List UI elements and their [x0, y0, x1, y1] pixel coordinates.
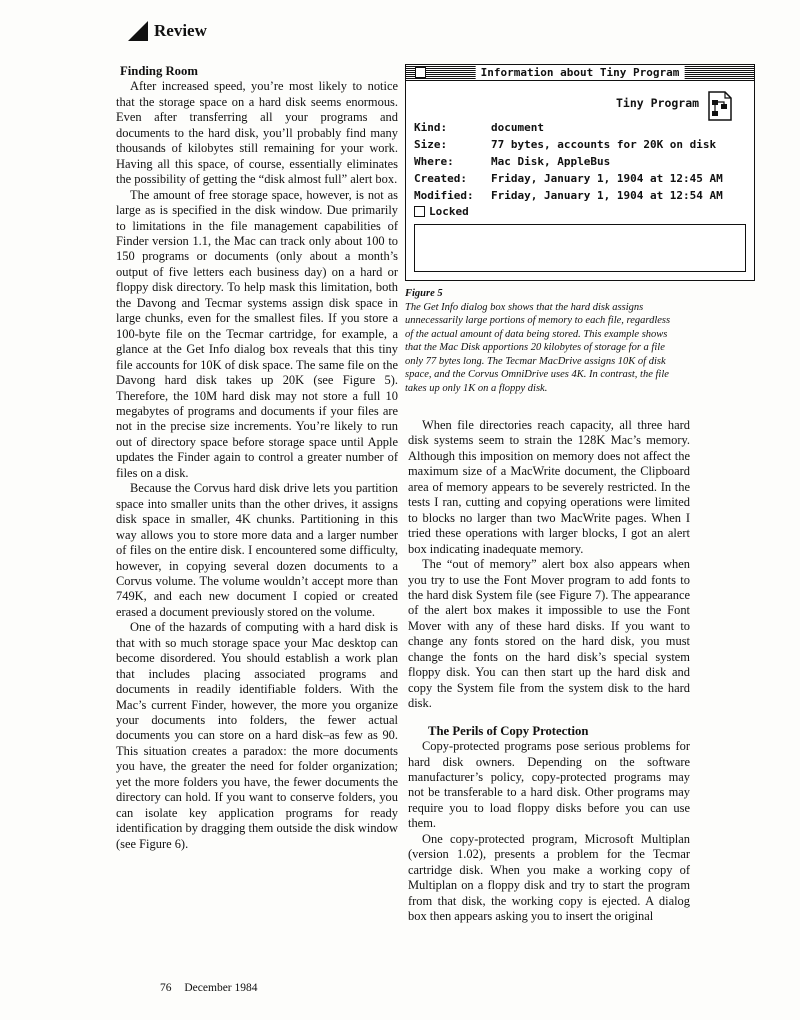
- paragraph: One of the hazards of computing with a hard disk is that with so much storage space your Mac desktop can become disordered. You should establish a work plan that includes placing associated programs and documents in readily identifiable folders. With the Mac’s current Finder, however, the more you organize your documents into folders, the fewer actual documents you can store on a hard disk–as few as 90. This situation creates a paradox: the more documents you have, the greater the need for folder organization; yet the more folders you have, the fewer documents the directory can hold. If you want to conserve folders, you can isolate key application programs for ready identification by dragging them outside the disk window (see Figure 6).: [116, 620, 398, 851]
- locked-row[interactable]: [414, 205, 469, 218]
- caption-text: The Get Info dialog box shows that the hard disk assigns unnecessarily large portions of memory to each file, regardless of the actual amount of data being stored. This example shows that the Mac Disk apportions 20 kilobytes of storage for a file only 77 bytes long. The Tecmar MacDrive assigns 10K of disk space, and the Corvus OmniDrive uses 4K. In contrast, the file takes up only 1K on a floppy disk.: [405, 301, 671, 394]
- paragraph: When file directories reach capacity, all three hard disk systems seem to strain the 128K Mac’s memory. Although this imposition on memory does not affect the maximum size of a MacWrite document, the Clipboard area of memory appears to be severely restricted. In the tests I ran, cutting and copying operations were limited to blocks no larger than two MacWrite pages. When I tried these operations with larger blocks, I got an alert box indicating inadequate memory.: [408, 418, 690, 556]
- info-fields: [414, 119, 723, 204]
- field-value: document: [491, 121, 544, 134]
- issue-date: December 1984: [184, 982, 258, 994]
- document-icon: [708, 91, 732, 121]
- field-label: Created:: [414, 172, 467, 185]
- info-row-where: [414, 153, 723, 170]
- locked-checkbox[interactable]: [414, 206, 425, 217]
- locked-label: Locked: [429, 205, 469, 218]
- paragraph: After increased speed, you’re most likely to notice that the storage space on a hard disk seems enormous. Even after transferring all your programs and documents to the hard disk, you’ll probably find many thousands of kilobytes still remaining for your work. Having all this space, of course, essentially eliminates the possibility of getting the “disk almost full” alert box.: [116, 79, 398, 187]
- field-value: Mac Disk, AppleBus: [491, 155, 611, 168]
- paragraph: The “out of memory” alert box also appears when you try to use the Font Mover program to add fonts to the hard disk System file (see Figure 7). The appearance of the alert box makes it impossible to use the Font Mover with any of these hard disks. If you want to change any fonts stored on the hard disk, you must change the fonts on the hard disk’s special system floppy disk. You can then start up the hard disk and copy the System file from the system disk to the hard disk.: [408, 557, 690, 711]
- page-number: 76: [160, 982, 172, 994]
- field-value: Friday, January 1, 1904 at 12:45 AM: [491, 172, 723, 185]
- copy-protection-heading: The Perils of Copy Protection: [428, 723, 589, 738]
- section-header: [128, 20, 207, 42]
- field-label: Where:: [414, 155, 454, 168]
- get-info-dialog: [405, 64, 755, 281]
- comments-field[interactable]: [414, 224, 746, 272]
- dialog-titlebar[interactable]: [406, 65, 754, 81]
- left-column: [116, 64, 398, 852]
- page-footer: [160, 982, 268, 994]
- paragraph: Because the Corvus hard disk drive lets you partition space into smaller units than the other drives, it assigns disk space in smaller, 4K chunks. Partitioning in this way allows you to store more data and a larger number of files on the entire disk. I encountered some difficulty, however, in copying several dozen documents to a Corvus volume. The volume wouldn’t accept more than 749K, and each new document I copied or created erased a document previously stored on the volume.: [116, 481, 398, 619]
- program-name: Tiny Program: [616, 96, 700, 110]
- paragraph: Copy-protected programs pose serious problems for hard disk owners. Depending on the software manufacturer’s policy, copy-protected programs may not be transferable to a hard disk. Other programs may require you to load floppy disks before you can use them.: [408, 739, 690, 831]
- field-value: Friday, January 1, 1904 at 12:54 AM: [491, 189, 723, 202]
- field-label: Kind:: [414, 121, 448, 134]
- figure-label: Figure 5: [405, 288, 443, 299]
- section-title: Review: [154, 21, 207, 40]
- triangle-icon: [128, 21, 148, 41]
- info-row-modified: [414, 187, 723, 204]
- dialog-title: Information about Tiny Program: [476, 65, 685, 80]
- info-row-created: [414, 170, 723, 187]
- right-column: [408, 418, 690, 925]
- field-label: Modified:: [414, 189, 474, 202]
- info-row-kind: [414, 119, 723, 136]
- info-row-size: [414, 136, 723, 153]
- field-value: 77 bytes, accounts for 20K on disk: [491, 138, 717, 151]
- paragraph: The amount of free storage space, however, is not as large as is specified in the disk window. Due primarily to limitations in the file management capabilities of Finder version 1.1, the Mac can track only about 100 to 150 programs or documents (only about a month’s output of five letters each business day) on a hard or floppy disk directory. To help mask this limitation, both the Davong and Tecmar systems assign disk space in large chunks, even for the smallest files. If you store a 100-byte file on the Tecmar cartridge, for example, a glance at the Get Info dialog box reveals that this tiny file accounts for 10K of disk space. The same file on the Davong hard disk takes up 20K (see Figure 5). Therefore, the 10M hard disk may not store a full 10 megabytes of programs and documents if your files are not in the precise size increments. You’re likely to run out of directory space before storage space until Apple updates the Finder again to control a greater number of files on a disk.: [116, 187, 398, 480]
- close-box-icon[interactable]: [415, 67, 426, 78]
- paragraph: One copy-protected program, Microsoft Multiplan (version 1.02), presents a problem for the Tecmar cartridge disk. When you make a working copy of Multiplan on a floppy disk and try to start the program from that disk, the working copy is ejected. A dialog box then appears asking you to insert the original: [408, 831, 690, 924]
- finding-room-heading: Finding Room: [120, 64, 198, 78]
- field-label: Size:: [414, 138, 448, 151]
- figure-caption: [405, 287, 675, 395]
